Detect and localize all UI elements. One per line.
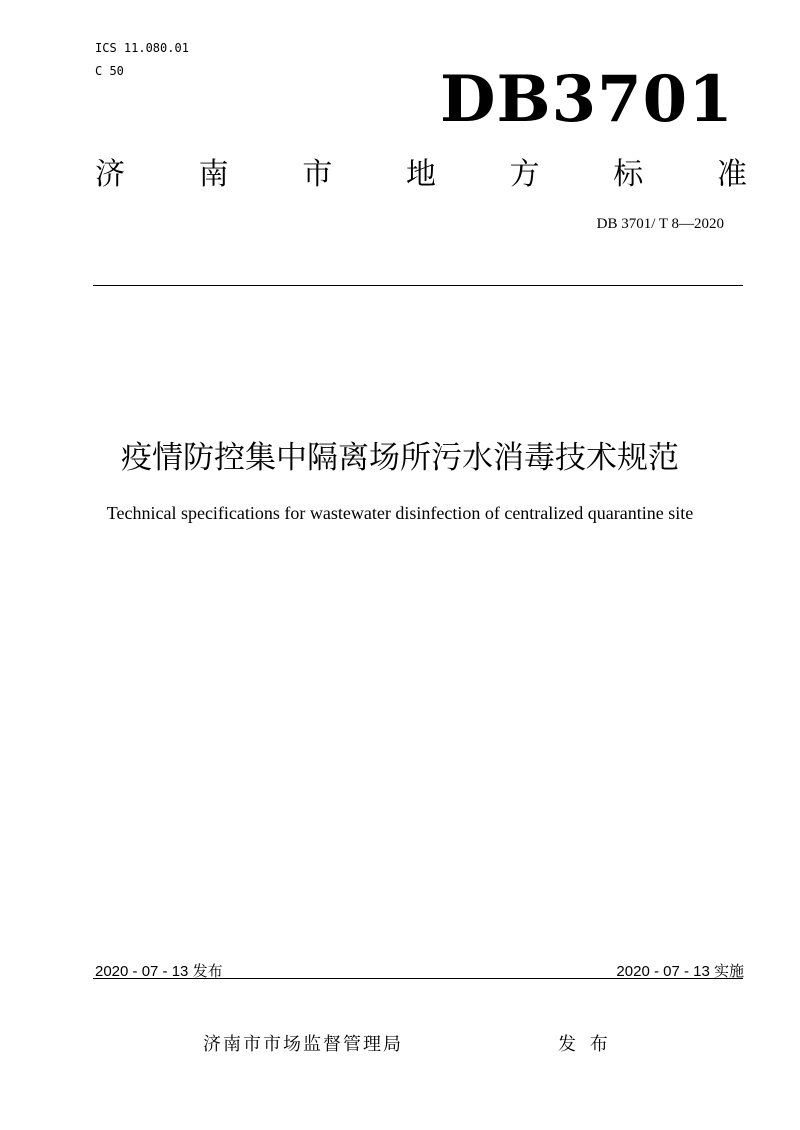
standard-code: DB3701: [440, 62, 734, 137]
standard-number: DB 3701/ T 8—2020: [596, 216, 724, 232]
classification-code: C 50: [95, 64, 124, 78]
heading-char: 准: [716, 157, 747, 192]
ics-code: ICS 11.080.01: [95, 41, 189, 55]
heading-char: 地: [405, 157, 436, 192]
top-divider: [93, 285, 743, 286]
heading-char: 标: [613, 157, 644, 192]
document-title-chinese: 疫情防控集中隔离场所污水消毒技术规范: [121, 440, 679, 476]
bottom-divider: [93, 978, 743, 979]
standard-type-heading: [95, 155, 747, 195]
implement-date: 2020 - 07 - 13 实施: [616, 963, 744, 980]
issue-label: 发 布: [558, 1034, 612, 1055]
heading-char: 济: [95, 157, 125, 192]
heading-char: 南: [198, 157, 229, 192]
issuing-authority: 济南市市场监督管理局: [203, 1034, 403, 1055]
heading-char: 方: [509, 157, 540, 192]
publish-date: 2020 - 07 - 13 发布: [95, 963, 223, 980]
document-title-english: Technical specifications for wastewater disinfection of centralized quarantine site: [106, 503, 694, 523]
heading-char: 市: [302, 157, 333, 192]
